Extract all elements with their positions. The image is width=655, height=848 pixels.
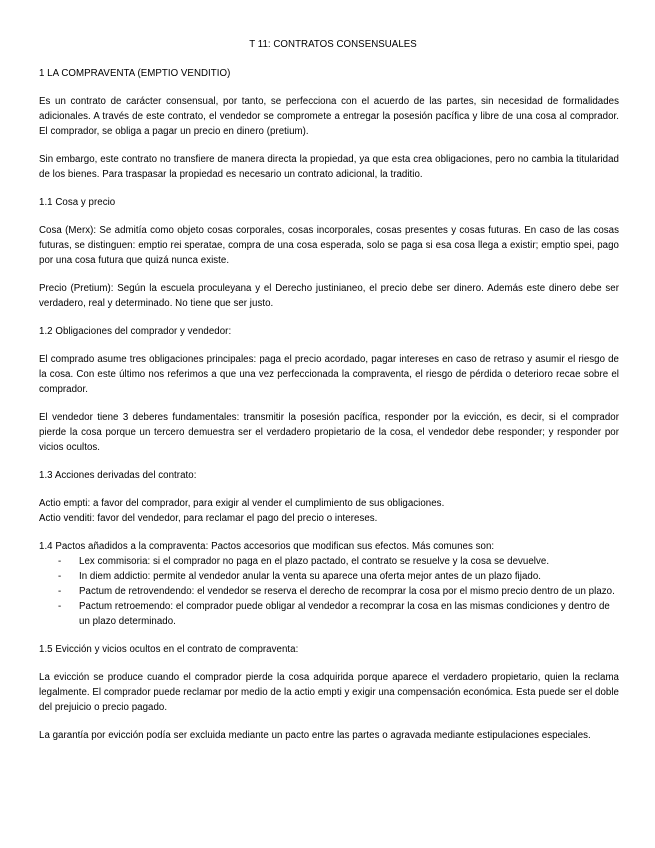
bullet-dash: - [58, 601, 62, 612]
section-1-1-paragraph-cosa: Cosa (Merx): Se admitía como objeto cosas corporales, cosas incorporales, cosas presentes y cosas futuras. En caso de las cosas futuras, se distinguen: emptio rei speratae, compra de una cosa esperada, solo se paga si esa cosa llega a existir; emptio spei, pago por una cosa futura que quizá nunca existe. [39, 225, 619, 266]
section-1-2-paragraph-comprador: El comprado asume tres obligaciones principales: paga el precio acordado, pagar intereses en caso de retraso y asumir el riesgo de la cosa. Con este último nos referimos a que una vez perfeccionada la compraventa, el riesgo de pérdida o deterioro recae sobre el comprador. [39, 354, 619, 395]
list-item [39, 599, 619, 629]
bullet-dash: - [58, 556, 62, 567]
section-1-paragraph-2: Sin embargo, este contrato no transfiere de manera directa la propiedad, ya que esta crea obligaciones, pero no cambia la titularidad de los bienes. Para traspasar la propiedad es necesario un contrato adicional, la traditio. [39, 154, 619, 180]
section-1-2-heading: 1.2 Obligaciones del comprador y vendedor: [39, 326, 232, 337]
actio-venditi-line: Actio venditi: favor del vendedor, para reclamar el pago del precio o intereses. [39, 513, 378, 524]
section-1-1-paragraph-precio: Precio (Pretium): Según la escuela proculeyana y el Derecho justinianeo, el precio debe ser dinero. Además este dinero debe ser verdadero, real y determinado. No tiene que ser justo. [39, 283, 619, 309]
list-item [39, 569, 619, 584]
section-1-5-paragraph-1: La evicción se produce cuando el comprador pierde la cosa adquirida porque aparece el verdadero propietario, quien la reclama legalmente. El comprador puede reclamar por medio de la actio empti y exigir una compensación económica. Esta puede ser el doble del prejuicio o precio pagado. [39, 672, 619, 713]
list-item [39, 584, 619, 599]
section-1-heading: 1 LA COMPRAVENTA (EMPTIO VENDITIO) [39, 68, 231, 79]
section-1-5-paragraph-2: La garantía por evicción podía ser excluida mediante un pacto entre las partes o agravada mediante estipulaciones especiales. [39, 730, 591, 741]
actio-empti-line: Actio empti: a favor del comprador, para exigir al vender el cumplimiento de sus obligaciones. [39, 498, 445, 509]
section-1-2-paragraph-vendedor: El vendedor tiene 3 deberes fundamentales: transmitir la posesión pacífica, responder por la evicción, es decir, si el comprador pierde la cosa porque un tercero demuestra ser el verdadero propietario de la cosa, el vendedor debe responder; y responder por vicios ocultos. [39, 412, 619, 453]
section-1-paragraph-1: Es un contrato de carácter consensual, por tanto, se perfecciona con el acuerdo de las partes, sin necesidad de formalidades adicionales. A través de este contrato, el vendedor se compromete a entregar la posesión pacífica y libre de una cosa al comprador. El comprador, se obliga a pagar un precio en dinero (pretium). [39, 96, 619, 137]
list-item-text: In diem addictio: permite al vendedor anular la venta su aparece una oferta mejor antes de un plazo fijado. [79, 571, 542, 582]
section-1-1-heading: 1.1 Cosa y precio [39, 197, 116, 208]
list-item-text: Pactum retroemendo: el comprador puede obligar al vendedor a recomprar la cosa en las mismas condiciones y dentro de un plazo determinado. [79, 601, 610, 627]
bullet-dash: - [58, 586, 62, 597]
list-item-text: Pactum de retrovendendo: el vendedor se reserva el derecho de recomprar la cosa por el mismo precio dentro de un plazo. [79, 586, 615, 597]
section-1-4-heading: 1.4 Pactos añadidos a la compraventa: Pactos accesorios que modifican sus efectos. Más comunes son: [39, 541, 495, 552]
section-1-3-heading: 1.3 Acciones derivadas del contrato: [39, 470, 197, 481]
bullet-dash: - [58, 571, 62, 582]
document-title: T 11: CONTRATOS CONSENSUALES [249, 39, 417, 50]
section-1-3-actions [39, 496, 619, 526]
pacts-list [39, 554, 619, 629]
list-item-text: Lex commisoria: si el comprador no paga en el plazo pactado, el contrato se resuelve y la cosa se devuelve. [79, 556, 550, 567]
section-1-5-heading: 1.5 Evicción y vicios ocultos en el contrato de compraventa: [39, 644, 299, 655]
list-item [39, 554, 619, 569]
